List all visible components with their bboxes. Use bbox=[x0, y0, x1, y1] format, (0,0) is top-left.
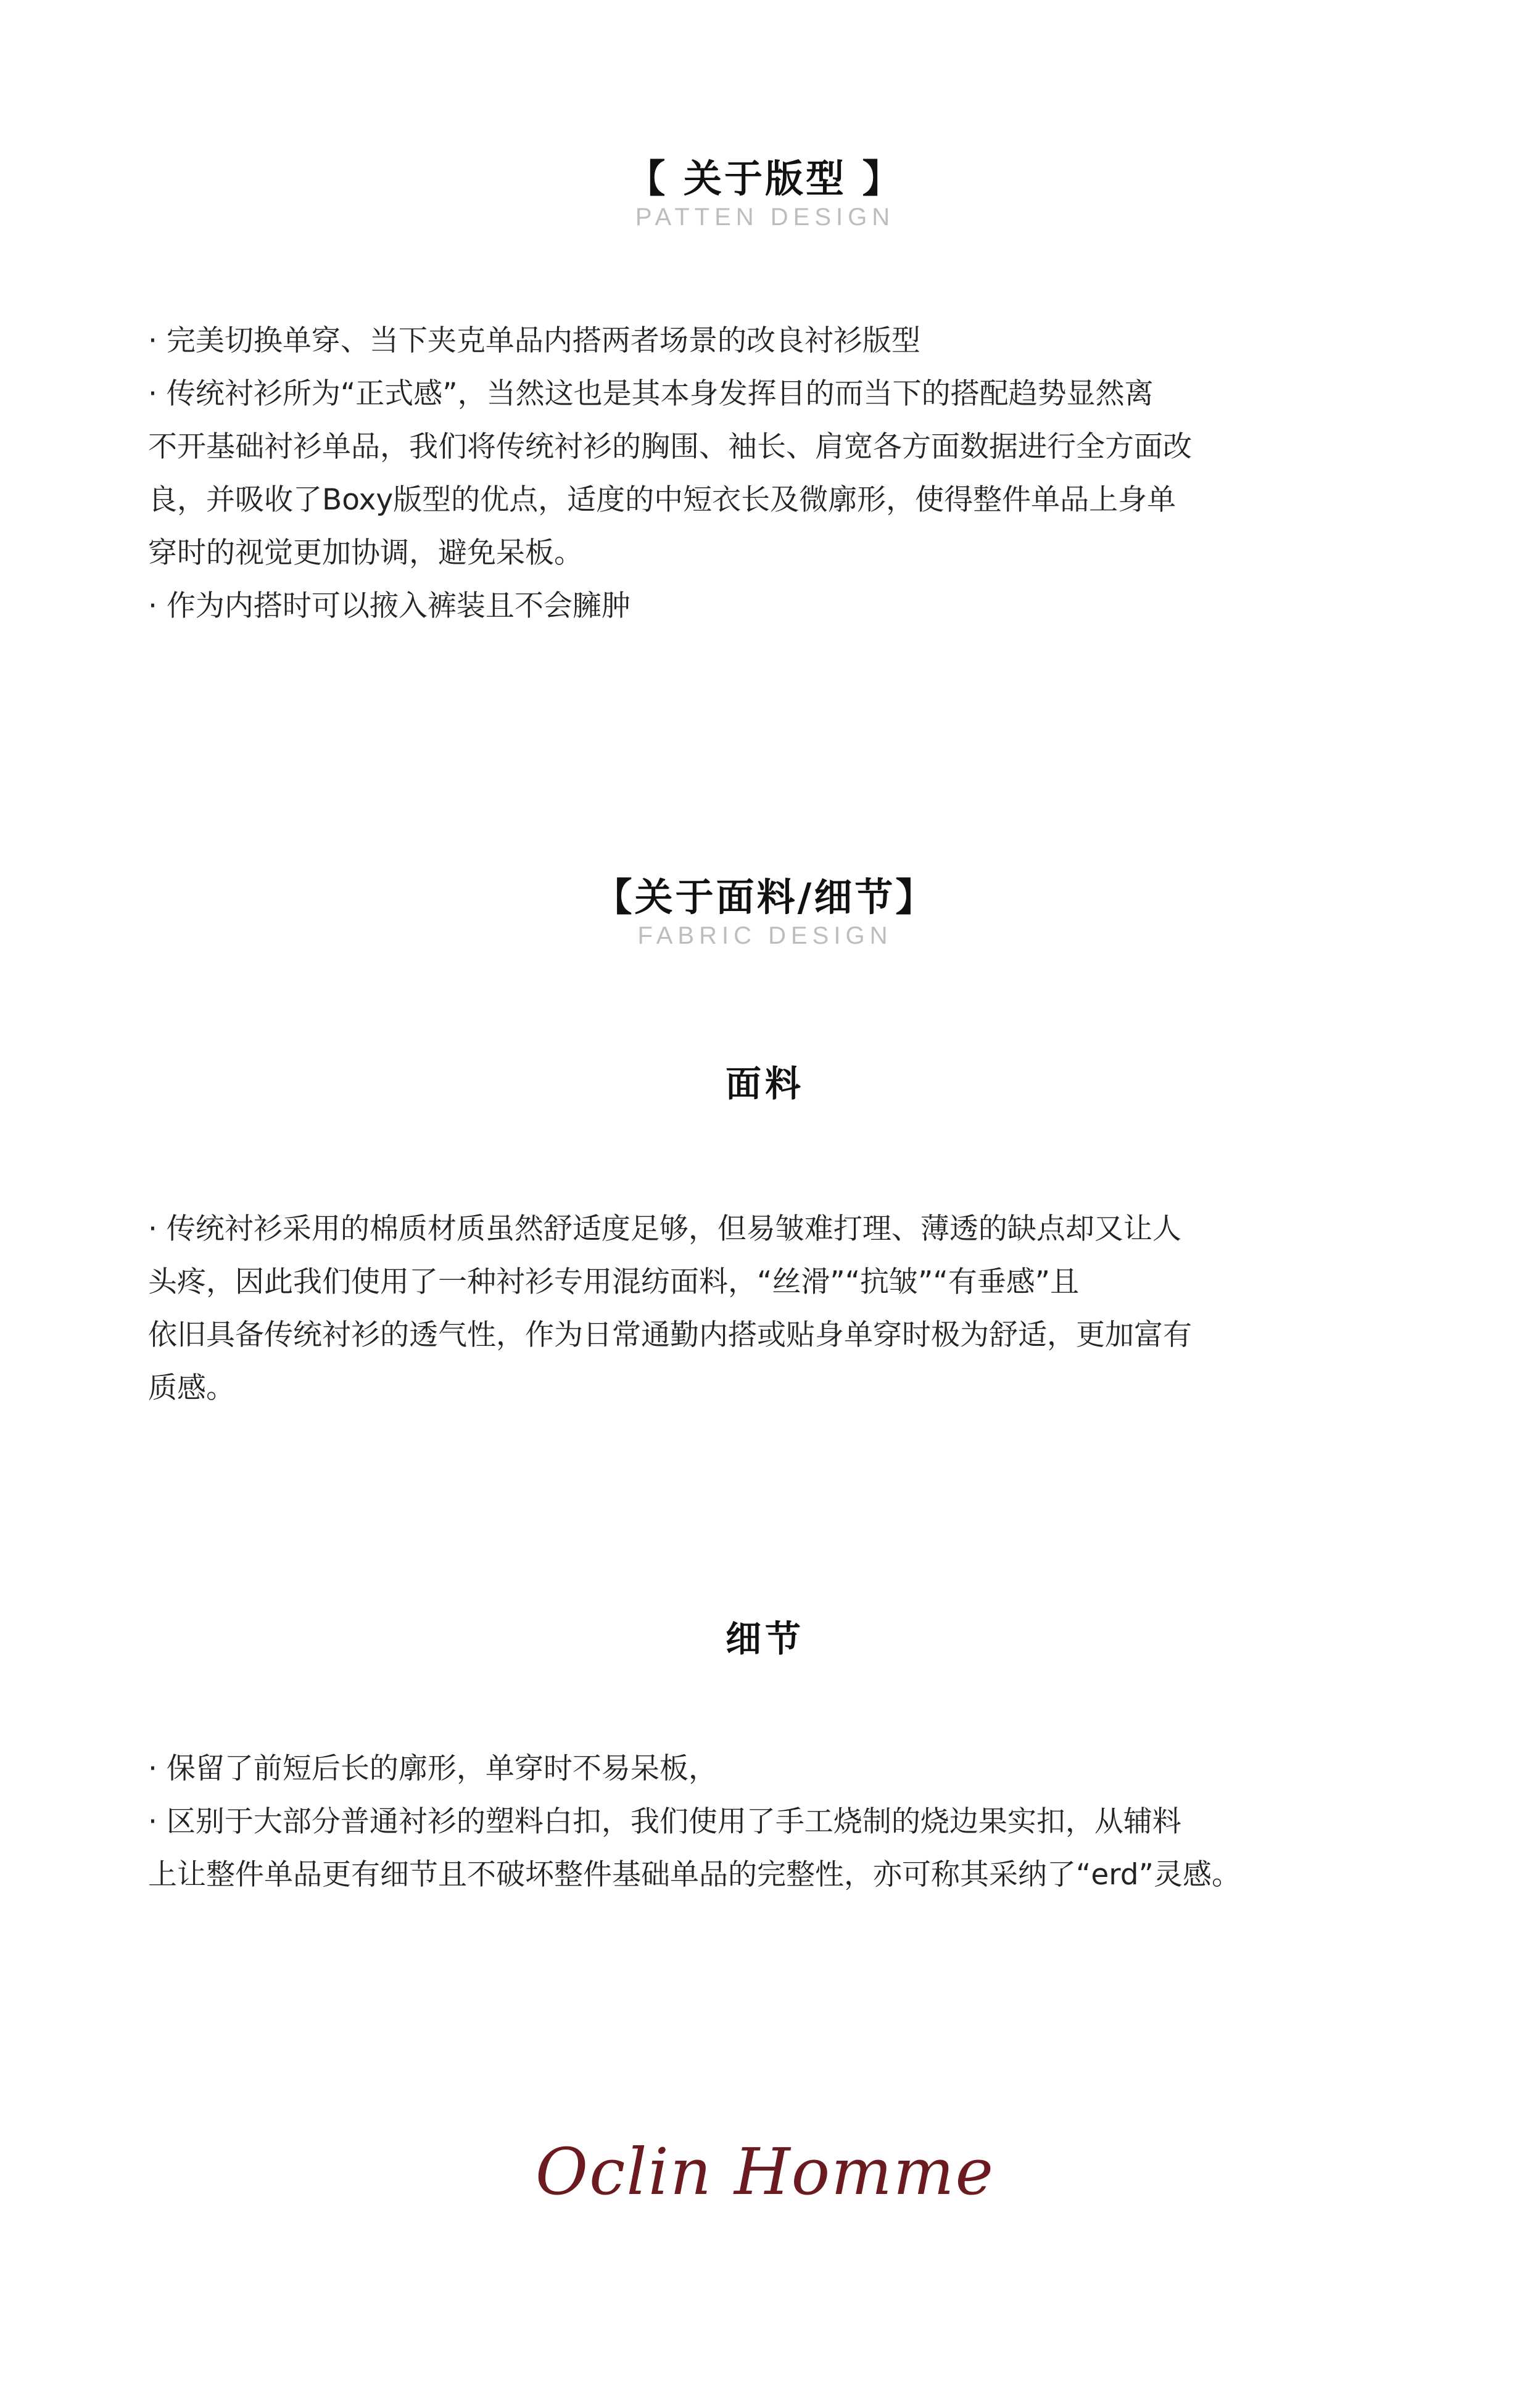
fabric-description bbox=[148, 1203, 1192, 1415]
fabric-section-title: 【关于面料/细节】 bbox=[593, 875, 937, 920]
fabric-line: · 传统衬衫采用的棉质材质虽然舒适度足够，但易皱难打理、薄透的缺点却又让人 bbox=[148, 1212, 1181, 1246]
detail-line: 上让整件单品更有细节且不破坏整件基础单品的完整性，亦可称其采纳了“erd”灵感。 bbox=[148, 1858, 1241, 1892]
fabric-line: 质感。 bbox=[148, 1371, 235, 1405]
detail-line: · 区别于大部分普通衬衫的塑料白扣，我们使用了手工烧制的烧边果实扣，从辅料 bbox=[148, 1805, 1181, 1839]
pattern-line: · 作为内搭时可以掖入裤装且不会臃肿 bbox=[148, 589, 631, 623]
fabric-section-subtitle: FABRIC DESIGN bbox=[637, 922, 893, 949]
pattern-section-subtitle: PATTEN DESIGN bbox=[635, 204, 895, 231]
pattern-line: 不开基础衬衫单品，我们将传统衬衫的胸围、袖长、肩宽各方面数据进行全方面改 bbox=[148, 430, 1192, 464]
pattern-description bbox=[148, 315, 1192, 633]
pattern-line: 穿时的视觉更加协调，避免呆板。 bbox=[148, 536, 583, 570]
detail-heading: 细节 bbox=[725, 1618, 804, 1660]
fabric-line: 依旧具备传统衬衫的透气性，作为日常通勤内搭或贴身单穿时极为舒适，更加富有 bbox=[148, 1318, 1192, 1352]
brand-logo: Oclin Homme bbox=[535, 2134, 995, 2209]
pattern-line: · 完美切换单穿、当下夹克单品内搭两者场景的改良衬衫版型 bbox=[148, 324, 920, 358]
pattern-section-title: 【 关于版型 】 bbox=[627, 156, 903, 201]
detail-description bbox=[148, 1742, 1241, 1902]
fabric-line: 头疼，因此我们使用了一种衬衫专用混纺面料，“丝滑”“抗皱”“有垂感”且 bbox=[148, 1265, 1080, 1299]
pattern-line: 良，并吸收了Boxy版型的优点，适度的中短衣长及微廓形，使得整件单品上身单 bbox=[148, 483, 1176, 517]
pattern-line: · 传统衬衫所为“正式感”，当然这也是其本身发挥目的而当下的搭配趋势显然离 bbox=[148, 377, 1154, 411]
detail-line: · 保留了前短后长的廓形，单穿时不易呆板， bbox=[148, 1752, 717, 1786]
fabric-heading: 面料 bbox=[725, 1063, 804, 1105]
